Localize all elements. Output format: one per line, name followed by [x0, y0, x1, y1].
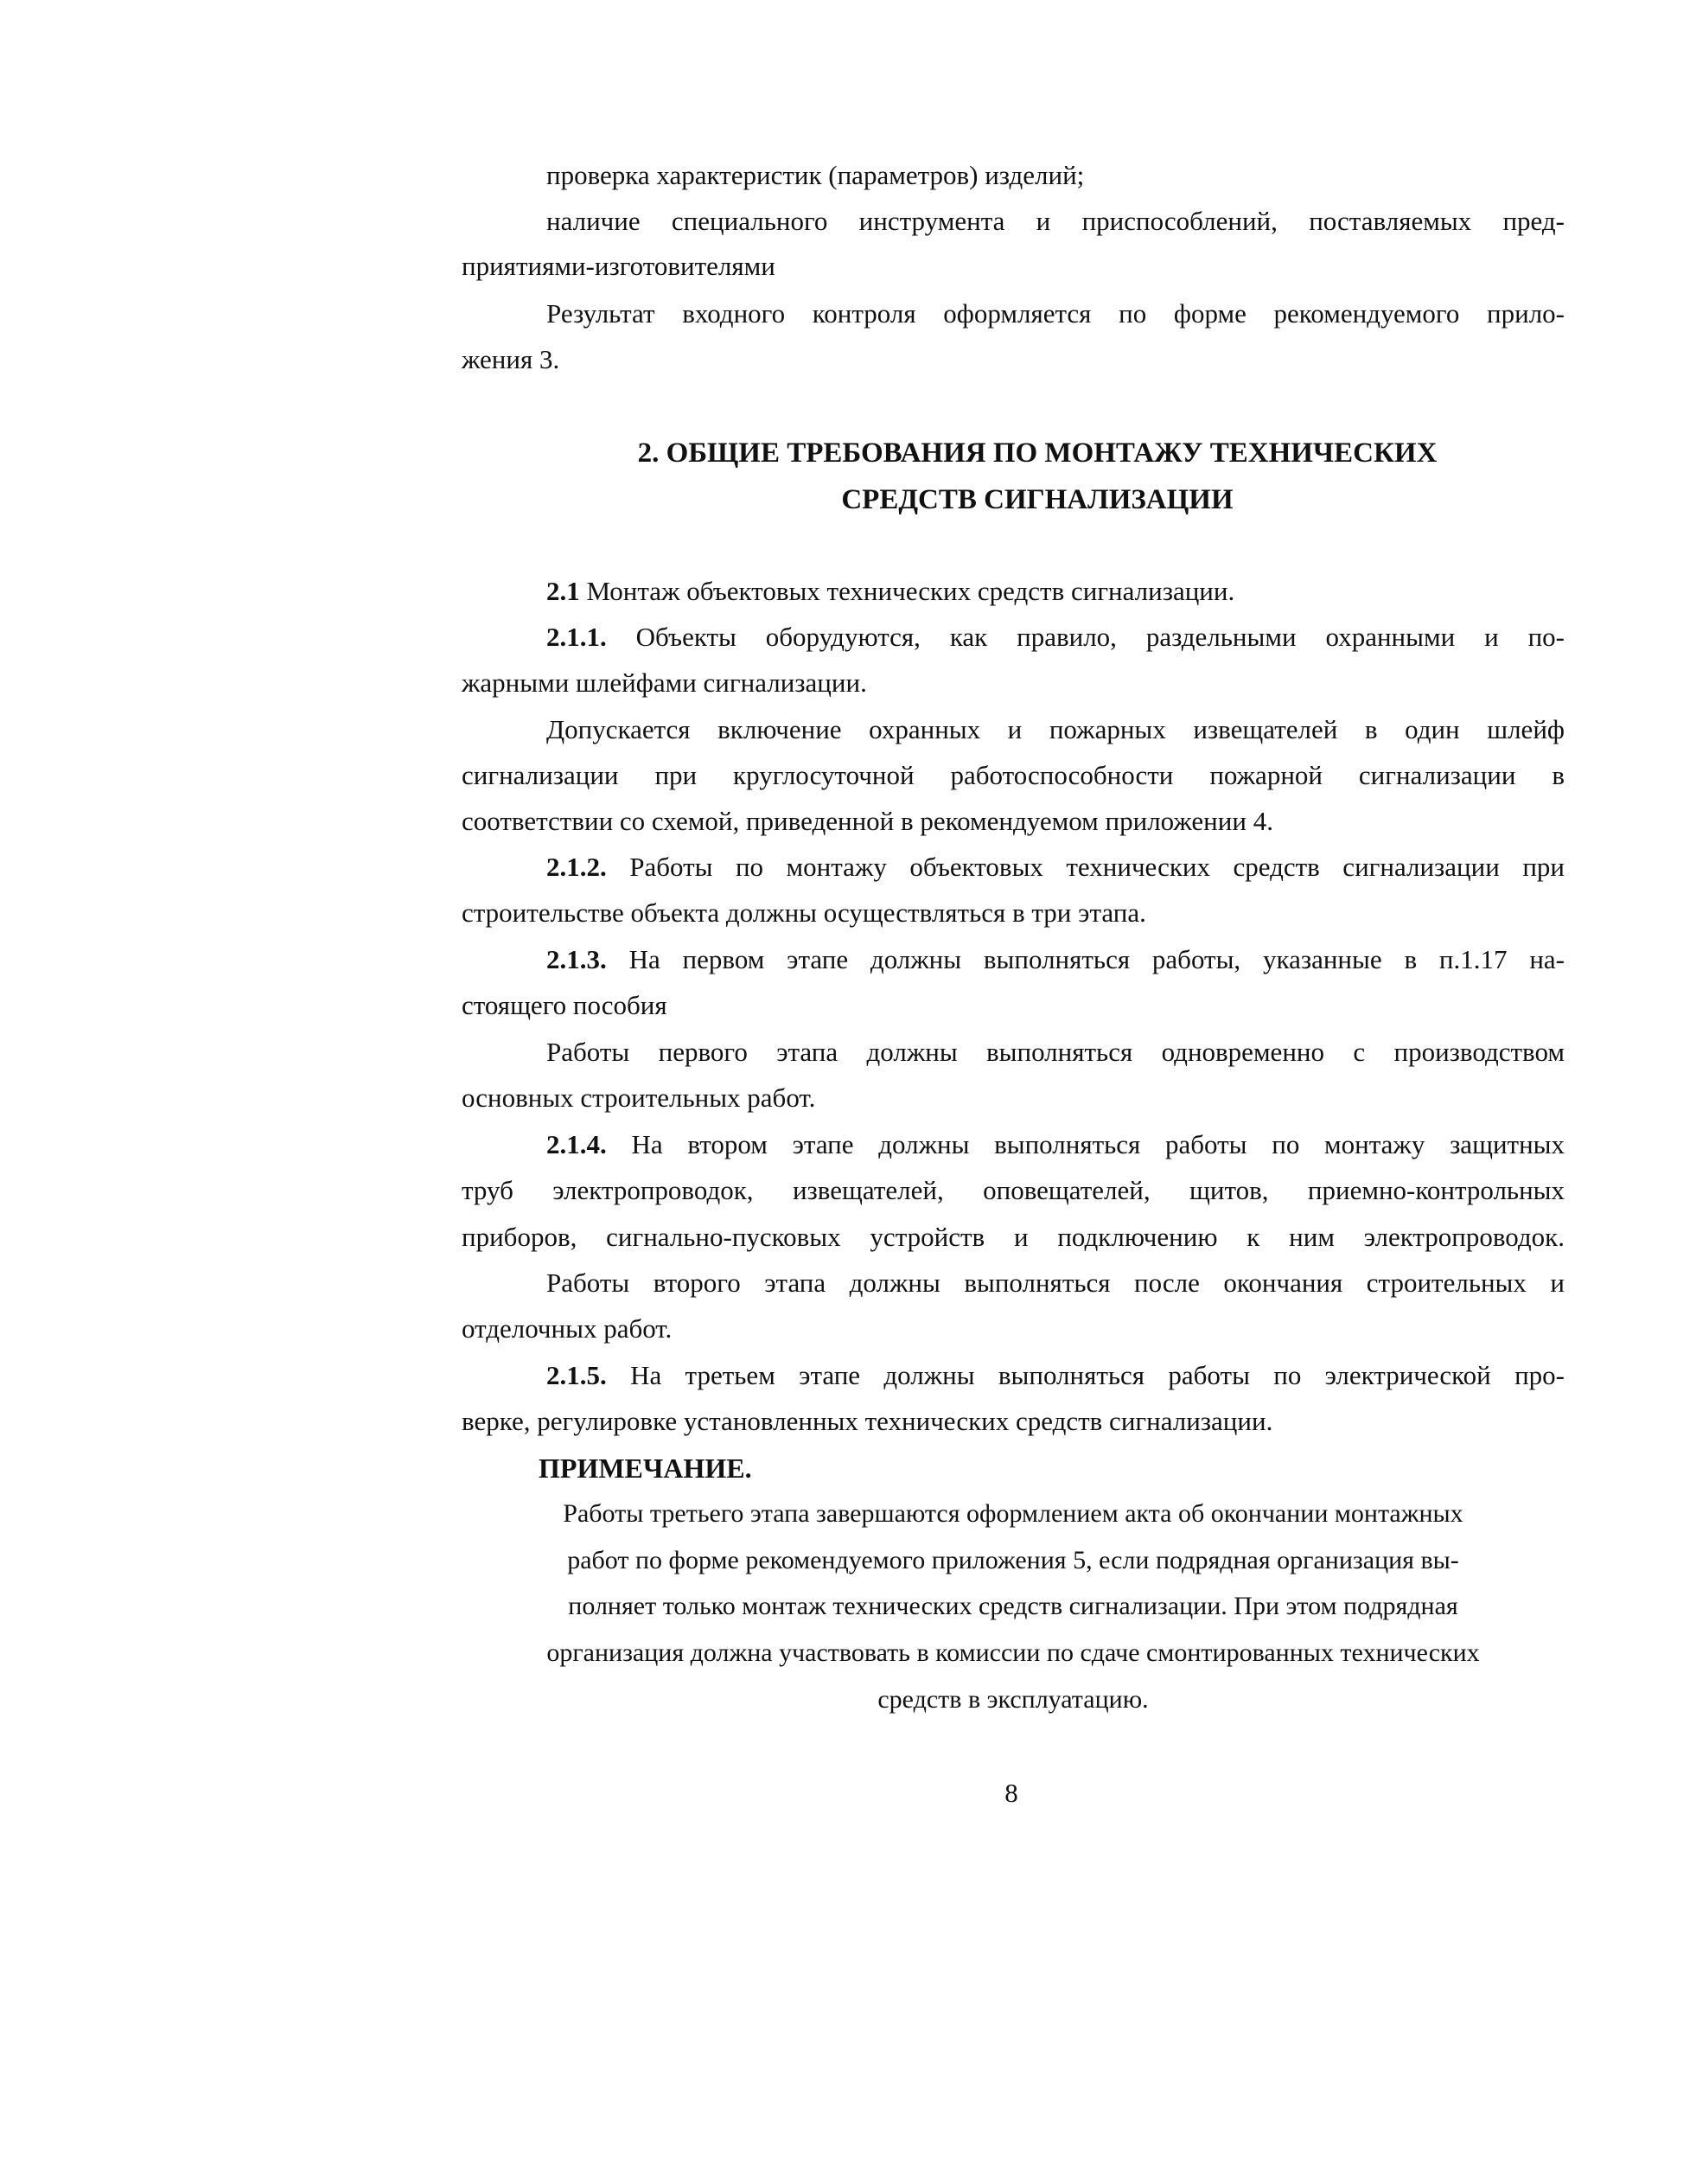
note-line-4: организация должна участвовать в комиссии по сдаче смонтированных технических — [546, 1638, 1480, 1667]
paragraph-number: 2.1.1. — [546, 622, 607, 652]
paragraph-2-1-4-line-2: труб электропроводок, извещателей, оповещателей, щитов, приемно-контрольных — [462, 1175, 1565, 1205]
paragraph-text: Объекты оборудуются, как правило, раздельными охранными и по- — [606, 622, 1565, 652]
intro-line-5: жения 3. — [462, 344, 560, 374]
paragraph-2-1-5-line-1 — [546, 1358, 1565, 1393]
paragraph-number: 2.1.3. — [546, 944, 607, 974]
paragraph-2-1-1b-line-1: Допускается включение охранных и пожарных извещателей в один шлейф — [546, 714, 1565, 744]
section-heading-line-2: СРЕДСТВ СИГНАЛИЗАЦИИ — [841, 484, 1234, 515]
paragraph-2-1-1-line-2: жарными шлейфами сигнализации. — [462, 667, 867, 698]
page-number: 8 — [1004, 1778, 1018, 1808]
paragraph-2-1-3b-line-1: Работы первого этапа должны выполняться одновременно с производством — [546, 1037, 1565, 1067]
paragraph-2-1-4-line-1 — [546, 1127, 1565, 1162]
paragraph-number: 2.1.4. — [546, 1129, 607, 1159]
note-line-1: Работы третьего этапа завершаются оформлением акта об окончании монтажных — [563, 1499, 1463, 1528]
paragraph-2-1-4b-line-1: Работы второго этапа должны выполняться после окончания строительных и — [546, 1268, 1565, 1298]
paragraph-2-1-1b-line-3: соответствии со схемой, приведенной в рекомендуемом приложении 4. — [462, 806, 1273, 836]
paragraph-number: 2.1.2. — [546, 852, 607, 882]
note-line-2: работ по форме рекомендуемого приложения 5, если подрядная организация вы- — [567, 1546, 1459, 1574]
paragraph-2-1-5-line-2: верке, регулировке установленных технических средств сигнализации. — [462, 1406, 1273, 1436]
note-line-5: средств в эксплуатацию. — [877, 1685, 1149, 1714]
paragraph-2-1-1-line-1 — [546, 620, 1565, 655]
intro-line-1: проверка характеристик (параметров) изделий; — [546, 160, 1085, 190]
intro-line-4: Результат входного контроля оформляется по форме рекомендуемого прило- — [546, 298, 1565, 329]
note-line-3: полняет только монтаж технических средств сигнализации. При этом подрядная — [568, 1592, 1458, 1620]
section-heading-line-1: 2. ОБЩИЕ ТРЕБОВАНИЯ ПО МОНТАЖУ ТЕХНИЧЕСКИХ — [637, 437, 1438, 469]
paragraph-2-1-1b-line-2: сигнализации при круглосуточной работоспособности пожарной сигнализации в — [462, 760, 1565, 790]
paragraph-2-1-4-line-3: приборов, сигнально-пусковых устройств и подключению к ним электропроводок. — [462, 1222, 1565, 1252]
paragraph-2-1-3b-line-2: основных строительных работ. — [462, 1082, 816, 1113]
paragraph-text: Работы по монтажу объектовых технических средств сигнализации при — [606, 852, 1565, 882]
paragraph-text: На втором этапе должны выполняться работы по монтажу защитных — [606, 1129, 1565, 1159]
paragraph-2-1-4b-line-2: отделочных работ. — [462, 1313, 673, 1344]
paragraph-2-1-3-line-1 — [546, 942, 1565, 977]
paragraph-text: На первом этапе должны выполняться работы, указанные в п.1.17 на- — [606, 944, 1565, 974]
paragraph-2-1-3-line-2: стоящего пособия — [462, 990, 667, 1020]
intro-line-3: приятиями-изготовителями — [462, 251, 775, 281]
intro-line-2: наличие специального инструмента и приспособлений, поставляемых пред- — [546, 206, 1565, 236]
paragraph-2-1 — [546, 574, 1234, 609]
paragraph-text: Монтаж объектовых технических средств сигнализации. — [579, 576, 1235, 606]
paragraph-number: 2.1.5. — [546, 1360, 607, 1390]
paragraph-text: На третьем этапе должны выполняться работы по электрической про- — [606, 1360, 1565, 1390]
paragraph-number: 2.1 — [546, 576, 580, 606]
note-title: ПРИМЕЧАНИЕ. — [539, 1453, 752, 1484]
paragraph-2-1-2-line-1 — [546, 850, 1565, 884]
paragraph-2-1-2-line-2: строительстве объекта должны осуществляться в три этапа. — [462, 897, 1146, 928]
